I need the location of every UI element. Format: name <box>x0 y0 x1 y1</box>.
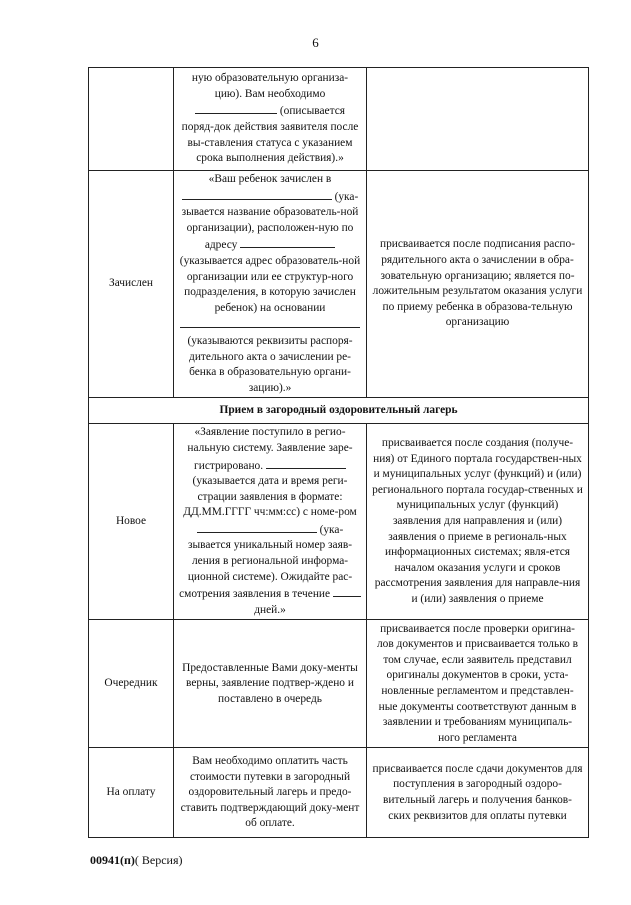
message-text: Вам необходимо оплатить часть стоимости путевки в загородный оздоровительный лагерь и предо-ставить подтверждающий доку-мент об оплате. <box>180 754 360 830</box>
condition-cell: присваивается после проверки оригина-лов документов и присваивается только в том случае, если заявитель представил оригиналы документов в сроки, уста-новленные регламентом и представлен-ные документы соответствуют данным в заявлении и требованиям муниципаль-ного регламента <box>367 620 589 748</box>
condition-cell: присваивается после подписания распо-рядительного акта о зачислении в обра-зовательную организацию; является по-ложительным результатом оказания услуги по приему ребенка в образова-тельную организацию <box>367 171 589 398</box>
table-row <box>89 424 589 620</box>
table-row <box>89 68 589 171</box>
table-row <box>89 171 589 398</box>
blank-line <box>180 316 360 328</box>
message-cell <box>174 748 367 838</box>
message-text: (ука-зывается уникальный номер заяв-ления в региональной информа-ционной системе). Ожидайте рас-смотрения заявления в течение <box>179 523 353 601</box>
message-text: Предоставленные Вами доку-менты верны, заявление подтвер-ждено и поставлено в очередь <box>182 661 358 705</box>
message-text: (ука-зывается название образователь-ной организации), расположен-ную по адресу <box>181 190 359 252</box>
blank-line <box>240 236 335 248</box>
blank-line <box>333 585 361 597</box>
status-table <box>88 67 589 838</box>
section-row <box>89 398 589 424</box>
message-cell <box>174 424 367 620</box>
message-cell <box>174 171 367 398</box>
table-row <box>89 748 589 838</box>
table-row <box>89 620 589 748</box>
blank-line <box>266 457 346 469</box>
status-cell: Новое <box>89 424 174 620</box>
document-version: ( Версия) <box>134 853 183 867</box>
blank-line <box>182 188 332 200</box>
document-footer <box>90 853 183 868</box>
status-cell: Очередник <box>89 620 174 748</box>
blank-line <box>197 521 317 533</box>
message-text: (указывается адрес образователь-ной организации или ее структур-ного подразделения, в которую зачислен ребенок) на основании <box>179 254 361 314</box>
message-text: ную образовательную организа-цию). Вам необходимо <box>191 72 349 100</box>
condition-cell: присваивается после сдачи документов для поступления в загородный оздоро-вительный лагерь и получения банков-ских реквизитов для оплаты путевки <box>367 748 589 838</box>
condition-cell: присваивается после создания (получе-ния) от Единого портала государствен-ных и муниципальных услуг (функций) и (или) регионального портала государ-ственных и муниципальных услуг (функций) заявления для направления и (или) заявления о приеме в региональ-ных информационных системах; явля-ется началом оказания услуги и сроков рассмотрения заявления для направле-ния и (или) заявления о приеме <box>367 424 589 620</box>
message-text: дней.» <box>254 603 286 616</box>
status-cell <box>89 68 174 171</box>
status-cell: На оплату <box>89 748 174 838</box>
message-cell <box>174 620 367 748</box>
page-number: 6 <box>312 35 319 50</box>
message-text: «Заявление поступило в регио-нальную систему. Заявление заре-гистрировано. <box>187 426 353 472</box>
document-code: 00941(п) <box>90 853 135 867</box>
message-text: (указываются реквизиты распоря-дительного акта о зачислении ре-бенка в образовательную органи-зацию).» <box>187 334 353 394</box>
blank-line <box>195 102 277 114</box>
status-cell: Зачислен <box>89 171 174 398</box>
section-title: Прием в загородный оздоровительный лагерь <box>89 398 589 424</box>
message-cell <box>174 68 367 171</box>
message-text: (указывается дата и время реги-страции заявления в формате: ДД.ММ.ГГГГ чч:мм:сс) с номе-ром <box>183 475 357 519</box>
message-text: «Ваш ребенок зачислен в <box>208 173 332 185</box>
condition-cell <box>367 68 589 171</box>
message-text: (описывается поряд-док действия заявителя после вы-ставления статуса с указанием срока выполнения действия).» <box>181 105 359 165</box>
